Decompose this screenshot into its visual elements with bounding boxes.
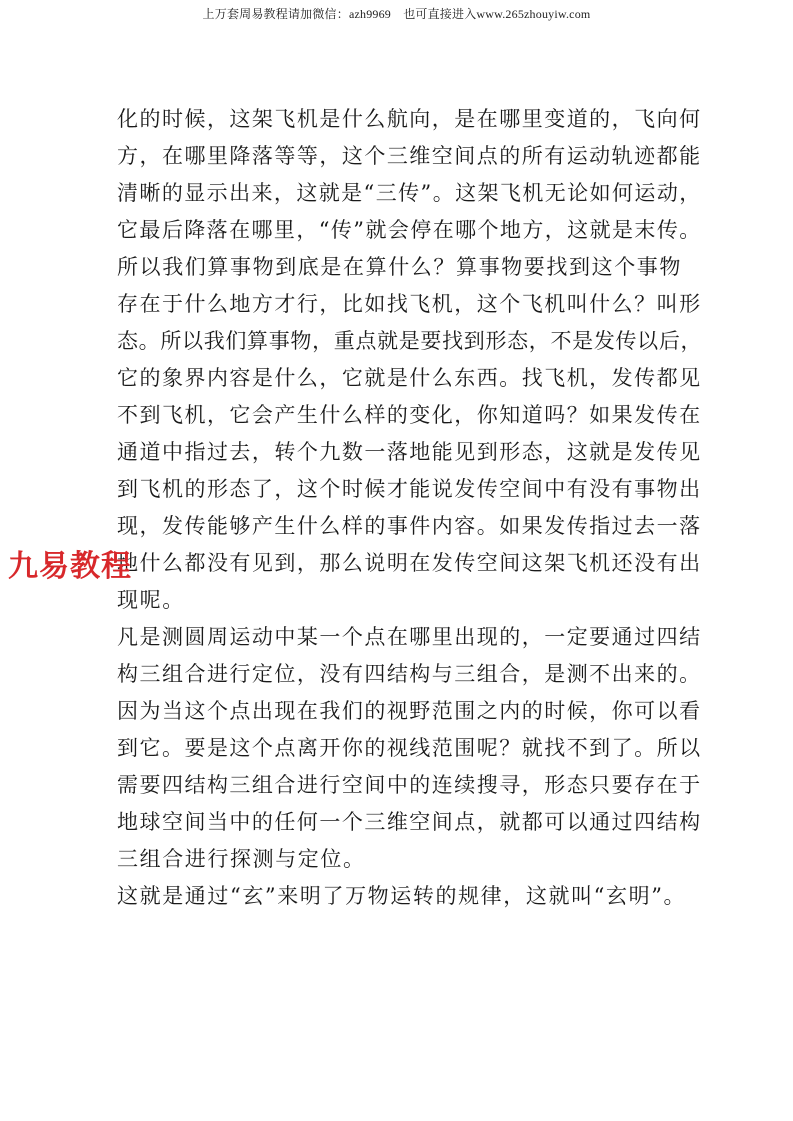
text-line: 它的象界内容是什么，它就是什么东西。找飞机，发传都见 [117,366,702,390]
text-line: 化的时候，这架飞机是什么航向，是在哪里变道的，飞向何 [117,107,702,131]
text-line: 存在于什么地方才行，比如找飞机，这个飞机叫什么？叫形 [117,292,702,316]
text-line: 它最后降落在哪里，“传”就会停在哪个地方，这就是末传。 [117,218,702,242]
watermark-logo: 九易教程 [8,549,132,584]
text-line: 需要四结构三组合进行空间中的连续搜寻，形态只要存在于 [117,773,702,797]
text-line: 因为当这个点出现在我们的视野范围之内的时候，你可以看 [117,699,702,723]
text-line: 态。所以我们算事物，重点就是要找到形态，不是发传以后， [117,329,703,353]
text-line: 方，在哪里降落等等，这个三维空间点的所有运动轨迹都能 [117,144,702,168]
text-line: 三组合进行探测与定位。 [117,847,366,871]
body-text [117,101,703,915]
text-line: 到飞机的形态了，这个时候才能说发传空间中有没有事物出 [117,477,702,501]
text-line: 凡是测圆周运动中某一个点在哪里出现的，一定要通过四结 [117,625,702,649]
text-line: 地球空间当中的任何一个三维空间点，就都可以通过四结构 [117,810,702,834]
text-line: 到它。要是这个点离开你的视线范围呢？就找不到了。所以 [117,736,702,760]
text-line: 这就是通过“玄”来明了万物运转的规律，这就叫“玄明”。 [117,884,687,908]
text-line: 通道中指过去，转个九数一落地能见到形态，这就是发传见 [117,440,702,464]
text-line: 所以我们算事物到底是在算什么？算事物要找到这个事物 [117,255,682,279]
text-line: 现呢。 [117,588,185,612]
text-line: 构三组合进行定位，没有四结构与三组合，是测不出来的。 [117,662,702,686]
text-line: 地什么都没有见到，那么说明在发传空间这架飞机还没有出 [117,551,702,575]
text-line: 现，发传能够产生什么样的事件内容。如果发传指过去一落 [117,514,702,538]
text-line: 清晰的显示出来，这就是“三传”。这架飞机无论如何运动， [117,181,702,205]
text-line: 不到飞机，它会产生什么样的变化，你知道吗？如果发传在 [117,403,702,427]
page-header: 上万套周易教程请加微信：azh9969 也可直接进入www.265zhouyiw.com [202,7,591,21]
